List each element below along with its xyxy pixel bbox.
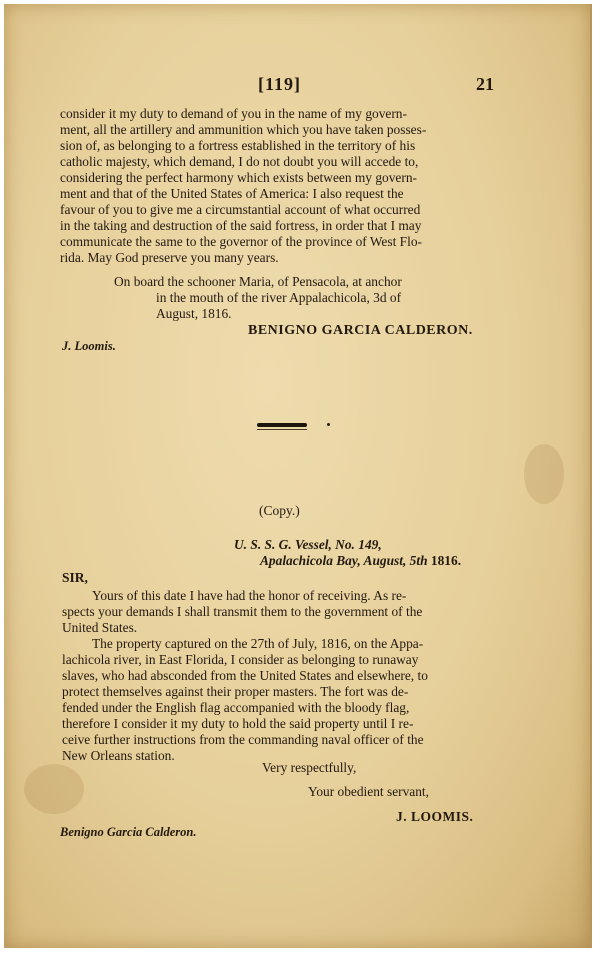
place-date: Apalachicola Bay, August, 5th bbox=[260, 553, 428, 568]
bracket-page-number: [119] bbox=[258, 74, 301, 94]
letter2-line: protect themselves against their proper masters. The fort was de- bbox=[62, 684, 409, 699]
letter2-signature: J. LOOMIS. bbox=[396, 809, 474, 824]
letter1-line: in the taking and destruction of the said fortress, in order that I may bbox=[60, 218, 422, 233]
letter2-line: lachicola river, in East Florida, I consider as belonging to runaway bbox=[62, 652, 419, 667]
letter2-line: New Orleans station. bbox=[62, 748, 175, 763]
divider-dot bbox=[327, 423, 330, 426]
copy-label: (Copy.) bbox=[259, 503, 300, 518]
letter2-line: fended under the English flag accompanied with the bloody flag, bbox=[62, 700, 410, 715]
letter2-line: spects your demands I shall transmit them to the government of the bbox=[62, 604, 423, 619]
section-divider-underline bbox=[257, 429, 307, 430]
letter1-signature: BENIGNO GARCIA CALDERON. bbox=[248, 323, 473, 338]
place-date-line bbox=[260, 553, 461, 569]
letter1-dateline: August, 1816. bbox=[156, 306, 232, 321]
document-page bbox=[4, 4, 592, 948]
letter1-line: considering the perfect harmony which exists between my govern- bbox=[60, 170, 417, 185]
letter1-line: rida. May God preserve you many years. bbox=[60, 250, 279, 265]
letter1-addressee: J. Loomis. bbox=[62, 339, 116, 353]
letter1-line: communicate the same to the governor of the province of West Flo- bbox=[60, 234, 422, 249]
salutation: SIR, bbox=[62, 570, 88, 585]
age-stain bbox=[524, 444, 564, 504]
letter1-line: ment and that of the United States of America: I also request the bbox=[60, 186, 404, 201]
page-number: 21 bbox=[476, 74, 494, 94]
letter1-line: sion of, as belonging to a fortress established in the territory of his bbox=[60, 138, 416, 153]
closing-line: Very respectfully, bbox=[262, 760, 357, 775]
letter2-line: ceive further instructions from the commanding naval officer of the bbox=[62, 732, 424, 747]
letter1-line: catholic majesty, which demand, I do not doubt you will accede to, bbox=[60, 154, 419, 169]
letter1-dateline: On board the schooner Maria, of Pensacola, at anchor bbox=[114, 274, 402, 289]
age-stain bbox=[24, 764, 84, 814]
letter1-line: ment, all the artillery and ammunition which you have taken posses- bbox=[60, 122, 427, 137]
letter1-line: favour of you to give me a circumstantial account of what occurred bbox=[60, 202, 421, 217]
section-divider bbox=[257, 423, 307, 427]
vessel-line: U. S. S. G. Vessel, No. 149, bbox=[234, 537, 382, 552]
place-date-year: 1816. bbox=[430, 553, 462, 568]
letter2-line: United States. bbox=[62, 620, 138, 635]
letter1-line: consider it my duty to demand of you in the name of my govern- bbox=[60, 106, 407, 121]
letter2-addressee: Benigno Garcia Calderon. bbox=[60, 825, 197, 839]
closing-line: Your obedient servant, bbox=[308, 784, 429, 799]
letter2-line: therefore I consider it my duty to hold the said property until I re- bbox=[62, 716, 414, 731]
letter2-line: The property captured on the 27th of July, 1816, on the Appa- bbox=[92, 636, 424, 651]
letter2-line: Yours of this date I have had the honor of receiving. As re- bbox=[92, 588, 407, 603]
letter2-line: slaves, who had absconded from the United States and elsewhere, to bbox=[62, 668, 428, 683]
letter1-dateline: in the mouth of the river Appalachicola, 3d of bbox=[156, 290, 402, 305]
